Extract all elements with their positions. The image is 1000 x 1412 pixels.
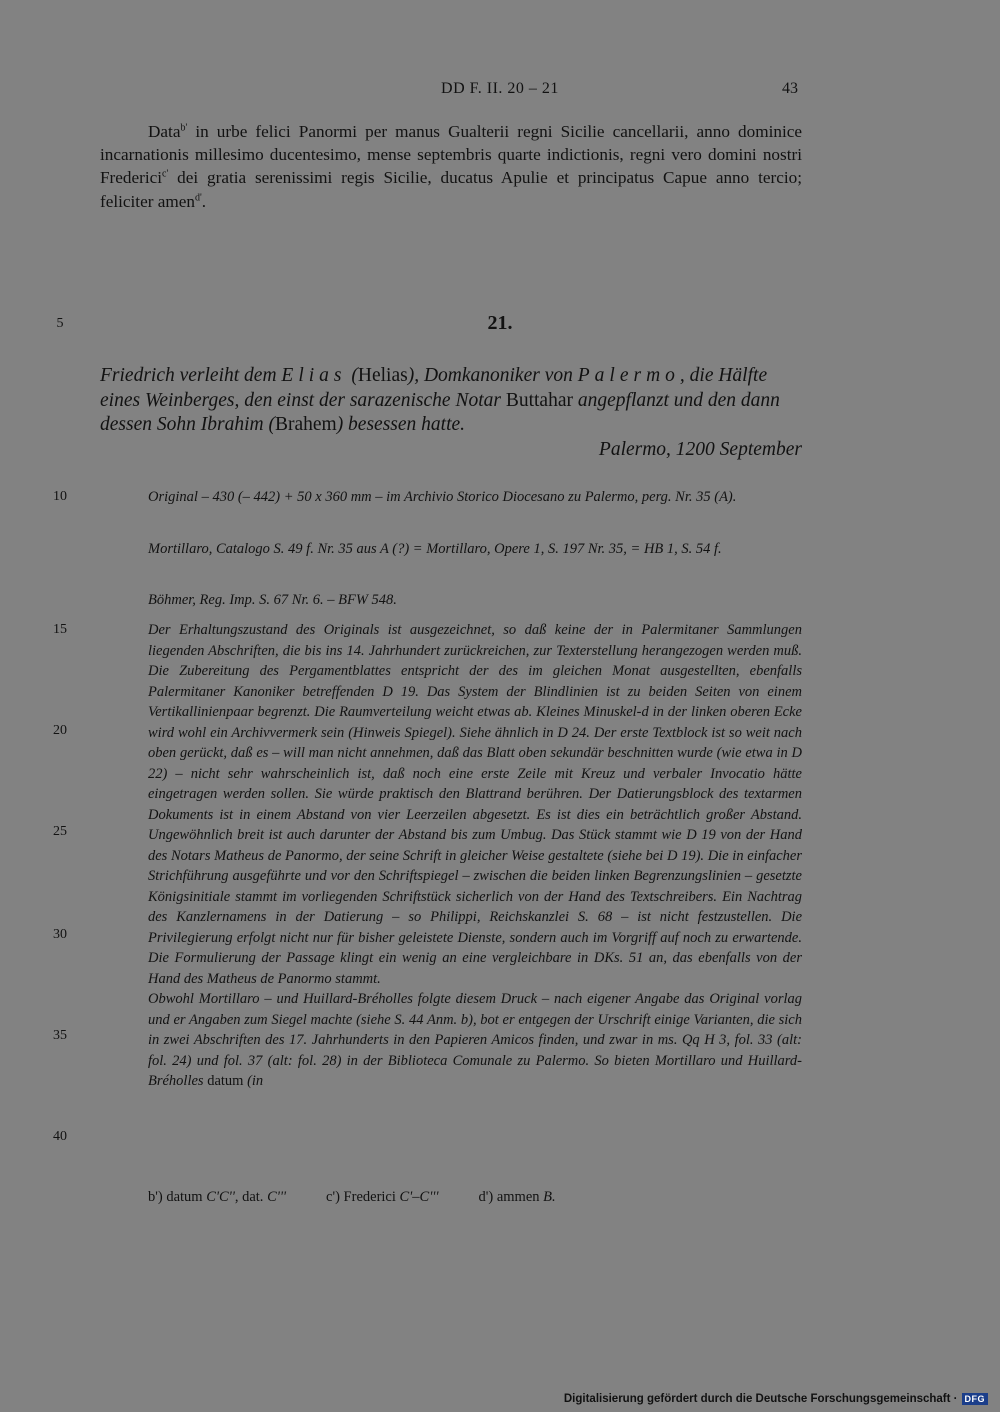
dfg-logo: DFG bbox=[962, 1393, 989, 1405]
commentary bbox=[148, 620, 802, 1092]
line-number: 15 bbox=[53, 622, 67, 637]
closing-protocol: Data$^{b'}$ in urbe felici Panormi per manus Gualterii regni Sicilie cancellarii, anno dominice incarnationis millesimo ducentesimo, mense septembris quarte indictionis, regni vero domini nostri Frederici$^{c'}$ dei gratia serenissimi regis Sicilie, ducatus Apulie et principatus Capue anno tercio; feliciter amen$^{d'}$. bbox=[100, 122, 802, 211]
document-number: 21. bbox=[487, 312, 513, 334]
funding-credit: Digitalisierung gefördert durch die Deutsche Forschungsgemeinschaft · DFG bbox=[564, 1393, 988, 1405]
line-number: 35 bbox=[53, 1028, 67, 1043]
commentary-paragraph-2: Obwohl Mortillaro – und Huillard-Bréholles folgte diesem Druck – nach eigener Angabe das Original vorlag und er Angaben zum Siegel machte (siehe S. 44 Anm. b), bot er entgegen der Urschrift einige Varianten, die sich in zwei Abschriften des 17. Jahrhunderts in den Papieren Amicos finden, und zwar in ms. Qq H 3, fol. 33 (alt: fol. 24) und fol. 37 (alt: fol. 28) in der Biblioteca Comunale zu Palermo. So bieten Mortillaro und Huillard-Bréholles datum (in bbox=[148, 991, 802, 1089]
line-number: 5 bbox=[56, 316, 64, 331]
line-number: 20 bbox=[53, 723, 67, 738]
footnote-c: c') Frederici C'–C''' bbox=[326, 1189, 439, 1205]
original-description: Original – 430 (– 442) + 50 x 360 mm – im Archivio Storico Diocesano zu Palermo, perg. Nr. 35 (A). bbox=[148, 489, 737, 505]
editions: Mortillaro, Catalogo S. 49 f. Nr. 35 aus A (?) = Mortillaro, Opere 1, S. 197 Nr. 35, = HB 1, S. 54 f. bbox=[148, 541, 722, 557]
line-number: 10 bbox=[53, 489, 67, 504]
footnote-mark-d: d' bbox=[194, 191, 202, 203]
line-number: 40 bbox=[53, 1129, 67, 1144]
running-header: DD F. II. 20 – 21 bbox=[441, 80, 559, 97]
line-number: 30 bbox=[53, 927, 67, 942]
commentary-paragraph-1: Der Erhaltungszustand des Originals ist ausgezeichnet, so daß keine der in Palermitaner Sammlungen liegenden Abschriften, die bis ins 14. Jahrhundert zurückreichen, zur Texterstellung herangezogen werden muß. Die Zubereitung des Pergamentblattes entspricht der des im gleichen Monat ausgestellten, ebenfalls Palermitaner Kanoniker betreffenden D 19. Das System der Blindlinien ist zu beiden Seiten von einem Vertikallinienpaar begrenzt. Die Raumverteilung weicht etwas ab. Kleines Minuskel-d in der linken oberen Ecke wird wohl ein Archivvermerk sein (Hinweis Spiegel). Siehe ähnlich in D 24. Der erste Textblock ist so weit nach oben gerückt, daß es – will man nicht annehmen, daß das Blatt oben sekundär beschnitten wurde (wie etwa in D 22) – nicht sehr wahrscheinlich ist, daß noch eine erste Zeile mit Kreuz und verbaler Invocatio hätte eingetragen werden sollen. Sie würde praktisch den Blattrand berühren. Der Datierungsblock des textarmen Dokuments ist in einem Abstand von vier Leerzeilen abgesetzt. Es ist dies ein beträchtlich großer Abstand. Ungewöhnlich breit ist auch darunter der Abstand bis zum Umbug. Das Stück stammt wie D 19 von der Hand des Notars Matheus de Panormo, der seine Schrift in gleicher Weise gestaltete (siehe bei D 19). Die in einfacher Strichführung ausgeführte und vor den Schriftspiegel – zwischen die beiden linken Begrenzungslinien – gesetzte Königsinitiale stammt im vorliegenden Schriftstück sicherlich von der Hand des Textschreibers. Ein Nachtrag des Kanzlernamens in der Datierung – so Philippi, Reichskanzlei S. 68 – ist nicht festzustellen. Die Privilegierung erfolgt nicht nur für bisher geleistete Dienste, sondern auch im Vorgriff auf noch zu erwartende. Die Formulierung der Passage klingt ein wenig an eine vergleichbare in DKs. 51 an, das ebenfalls von der Hand des Matheus de Panormo stammt. bbox=[148, 622, 802, 987]
page-number: 43 bbox=[782, 80, 798, 97]
regesta: Böhmer, Reg. Imp. S. 67 Nr. 6. – BFW 548. bbox=[148, 592, 397, 608]
regest: Friedrich verleiht dem Elias (Helias), Domkanoniker von Palermo, die Hälfte eines Weinberges, den einst der sarazenische Notar Buttahar angepflanzt und den dann dessen Sohn Ibrahim (Brahem) besessen hatte. Palermo, 1200 September bbox=[100, 364, 802, 462]
footnotes bbox=[148, 1189, 596, 1206]
place-date: Palermo, 1200 September bbox=[598, 438, 802, 460]
footnote-b: b') datum C'C'', dat. C''' bbox=[148, 1189, 287, 1205]
footnote-mark-c: c' bbox=[162, 168, 169, 180]
line-number: 25 bbox=[53, 824, 67, 839]
footnote-d: d') ammen B. bbox=[478, 1189, 556, 1205]
footnote-mark-b: b' bbox=[180, 122, 188, 134]
